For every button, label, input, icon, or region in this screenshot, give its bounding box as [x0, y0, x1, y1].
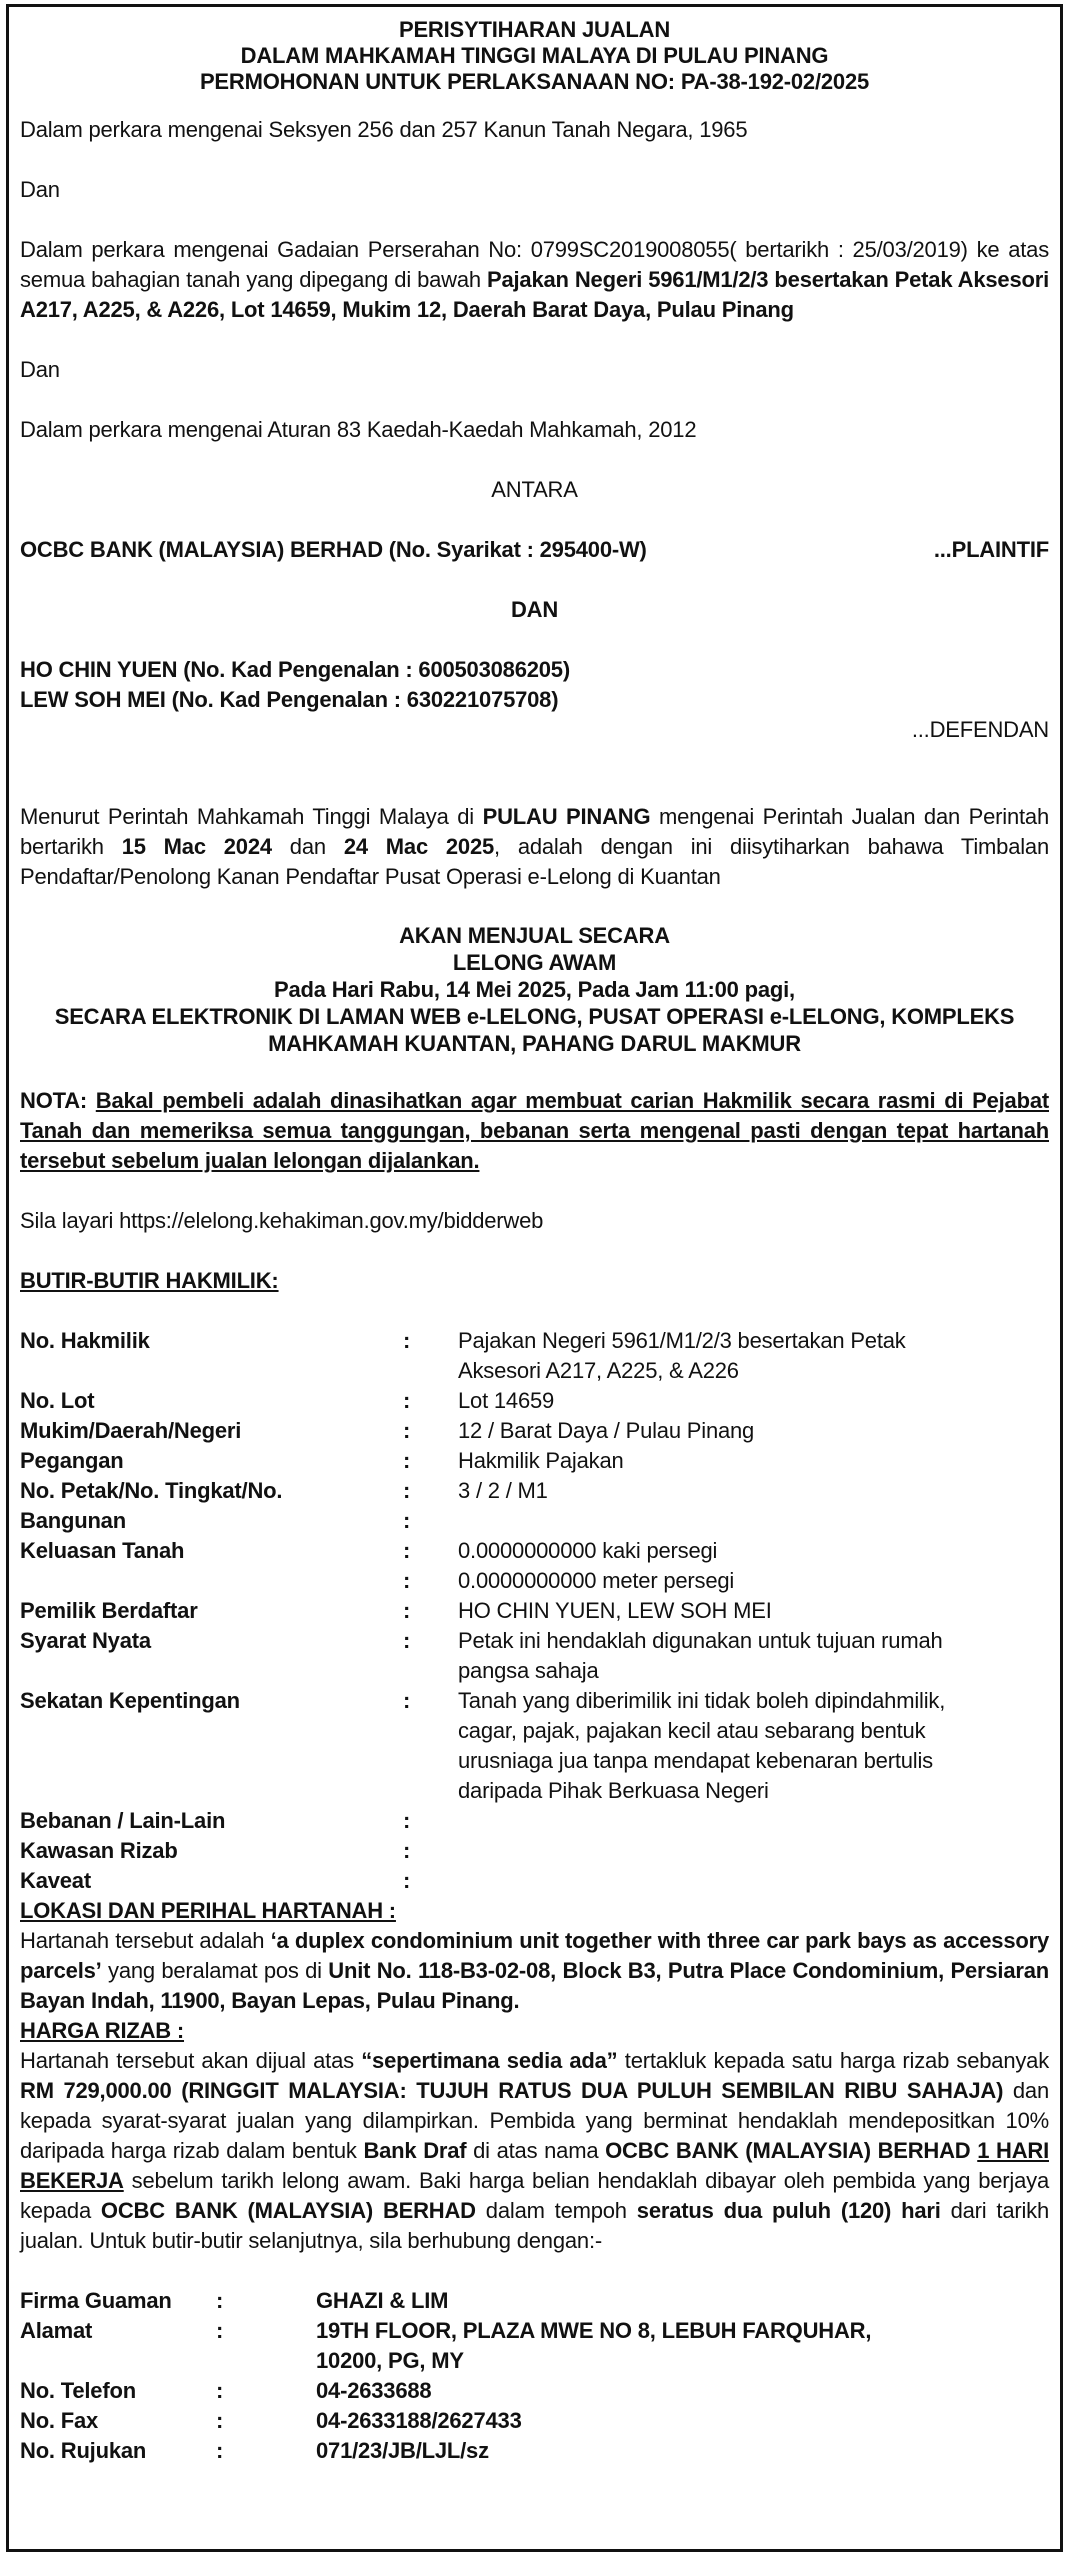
header-case-no: PERMOHONAN UNTUK PERLAKSANAAN NO: PA-38-192-02/2025	[199, 69, 870, 94]
prop-sep: :	[403, 1538, 411, 1563]
prop-value: 3 / 2 / M1	[458, 1478, 548, 1503]
order-location: PULAU PINANG	[482, 804, 651, 829]
prop-label: Keluasan Tanah	[20, 1538, 185, 1563]
notice-header	[20, 17, 1049, 95]
location-address: Unit No. 118-B3-02-08, Block B3, Putra Place Condominium, Persiaran Bayan Indah, 11900, Bayan Lepas, Pulau Pinang.	[20, 1958, 1049, 2013]
firm-address	[316, 2316, 1049, 2376]
prop-sep: :	[403, 1868, 411, 1893]
court-order	[20, 802, 1049, 892]
order-text-2: mengenai Perintah Jualan dan Perintah bertarikh	[20, 804, 1049, 859]
prop-value	[458, 1836, 1049, 1866]
prop-value-line: daripada Pihak Berkuasa Negeri	[458, 1778, 769, 1803]
price-text-4: di atas nama	[466, 2138, 606, 2163]
sale-venue-2: MAHKAMAH KUANTAN, PAHANG DARUL MAKMUR	[268, 1031, 801, 1056]
nota	[20, 1086, 1049, 1176]
firm-sep: :	[216, 2438, 224, 2463]
price-bank-name-2: OCBC BANK (MALAYSIA) BERHAD	[100, 2198, 476, 2223]
prop-value: HO CHIN YUEN, LEW SOH MEI	[458, 1598, 772, 1623]
prop-value-line: urusniaga jua tanpa mendapat kebenaran bertulis	[458, 1748, 933, 1773]
order-text-4: , adalah dengan ini diisytiharkan bahawa Timbalan Pendaftar/Penolong Kanan Pendaftar Pusat Operasi e-Lelong di Kuantan	[20, 834, 1049, 889]
prop-value	[458, 1326, 1049, 1386]
firm-label: No. Rujukan	[20, 2438, 147, 2463]
location-text-1: Hartanah tersebut adalah	[20, 1928, 271, 1953]
firm-phone: 04-2633688	[316, 2378, 432, 2403]
defendant-role: ...DEFENDAN	[911, 717, 1049, 742]
firm-reference: 071/23/JB/LJL/sz	[316, 2438, 489, 2463]
prop-value-line: Tanah yang diberimilik ini tidak boleh dipindahmilik,	[458, 1688, 946, 1713]
order-date-1: 15 Mac 2024	[121, 834, 272, 859]
location-text-2: yang beralamat pos di	[101, 1958, 329, 1983]
nota-label: NOTA:	[20, 1088, 96, 1113]
location-description: ‘a duplex condominium unit together with three car park bays as accessory parcels’	[20, 1928, 1049, 1983]
price-text-2: tertakluk kepada satu harga rizab sebanyak	[617, 2048, 1050, 2073]
matter-charge-title: Pajakan Negeri 5961/M1/2/3 besertakan Petak Aksesori A217, A225, & A226, Lot 14659, Mukim 12, Daerah Barat Daya, Pulau Pinang	[20, 267, 1049, 322]
order-date-2: 24 Mac 2025	[343, 834, 495, 859]
title-details-heading: BUTIR-BUTIR HAKMILIK:	[20, 1268, 279, 1293]
price-period: seratus dua puluh (120) hari	[636, 2198, 941, 2223]
price-bank-name: OCBC BANK (MALAYSIA) BERHAD	[605, 2138, 971, 2163]
prop-sep: :	[403, 1568, 411, 1593]
nota-text: Bakal pembeli adalah dinasihatkan agar membuat carian Hakmilik secara rasmi di Pejabat Tanah dan memeriksa semua tanggungan, bebanan serta mengenal pasti dengan tepat hartanah tersebut sebelum jualan lelongan dijalankan.	[20, 1088, 1049, 1173]
reserve-price-heading: HARGA RIZAB :	[20, 2018, 185, 2043]
prop-sep: :	[403, 1328, 411, 1353]
prop-sep: :	[403, 1448, 411, 1473]
prop-label: No. Lot	[20, 1388, 95, 1413]
prop-value: 0.0000000000 meter persegi	[458, 1568, 735, 1593]
sale-line-1: AKAN MENJUAL SECARA	[399, 923, 670, 948]
prop-value-line: Aksesori A217, A225, & A226	[458, 1358, 739, 1383]
price-text-6: sebelum tarikh lelong awam. Baki harga belian hendaklah dibayar oleh pembida yang berjaya kepada	[20, 2168, 1049, 2223]
prop-label: No. Hakmilik	[20, 1328, 150, 1353]
and-parties: DAN	[510, 597, 559, 622]
firm-fax: 04-2633188/2627433	[316, 2408, 522, 2433]
prop-label: Bebanan / Lain-Lain	[20, 1808, 226, 1833]
prop-value-line: Pajakan Negeri 5961/M1/2/3 besertakan Petak	[458, 1328, 906, 1353]
prop-label: Mukim/Daerah/Negeri	[20, 1418, 242, 1443]
sale-line-2: LELONG AWAM	[452, 950, 617, 975]
firm-label: No. Fax	[20, 2408, 99, 2433]
prop-value: 0.0000000000 kaki persegi	[458, 1538, 718, 1563]
price-text-7: dalam tempoh	[475, 2198, 637, 2223]
prop-value	[458, 1866, 1049, 1896]
header-court: DALAM MAHKAMAH TINGGI MALAYA DI PULAU PINANG	[240, 43, 829, 68]
firm-address-line: 10200, PG, MY	[316, 2348, 464, 2373]
prop-label: Kaveat	[20, 1868, 91, 1893]
order-text-1: Menurut Perintah Mahkamah Tinggi Malaya di	[20, 804, 483, 829]
plaintiff-name: OCBC BANK (MALAYSIA) BERHAD (No. Syarikat : 295400-W)	[20, 537, 647, 562]
prop-value-line: pangsa sahaja	[458, 1658, 599, 1683]
firm-sep: :	[216, 2378, 224, 2403]
between-label: ANTARA	[491, 477, 578, 502]
price-text-8: dari tarikh jualan. Untuk butir-butir selanjutnya, sila berhubung dengan:-	[20, 2198, 1049, 2253]
prop-sep: :	[403, 1838, 411, 1863]
firm-address-line: 19TH FLOOR, PLAZA MWE NO 8, LEBUH FARQUHAR,	[316, 2318, 872, 2343]
prop-value-line: cagar, pajak, pajakan kecil atau sebarang bentuk	[458, 1718, 926, 1743]
sale-notice	[6, 4, 1063, 2552]
prop-value	[458, 1626, 1049, 1686]
price-text-3: dan kepada syarat-syarat jualan yang dilampirkan. Pembida yang berminat hendaklah mendepositkan 10% daripada harga rizab dalam bentuk	[20, 2078, 1049, 2163]
prop-sep: :	[403, 1508, 411, 1533]
prop-label: Pemilik Berdaftar	[20, 1598, 198, 1623]
matter-rules: Dalam perkara mengenai Aturan 83 Kaedah-Kaedah Mahkamah, 2012	[20, 417, 697, 442]
prop-value	[458, 1686, 1049, 1806]
prop-sep: :	[403, 1598, 411, 1623]
plaintiff-role: ...PLAINTIF	[933, 537, 1049, 562]
and-2: Dan	[20, 357, 60, 382]
prop-value	[458, 1806, 1049, 1836]
sale-announcement	[20, 922, 1049, 1057]
sale-venue-1: SECARA ELEKTRONIK DI LAMAN WEB e-LELONG, PUSAT OPERASI e-LELONG, KOMPLEKS	[54, 1004, 1015, 1029]
defendant-1: HO CHIN YUEN (No. Kad Pengenalan : 600503086205)	[20, 657, 570, 682]
prop-label: Syarat Nyata	[20, 1628, 151, 1653]
prop-label	[20, 1566, 403, 1596]
prop-label: Kawasan Rizab	[20, 1838, 178, 1863]
prop-sep: :	[403, 1808, 411, 1833]
matter-charge	[20, 235, 1049, 325]
firm-name: GHAZI & LIM	[316, 2288, 449, 2313]
sale-date: Pada Hari Rabu, 14 Mei 2025, Pada Jam 11:00 pagi,	[274, 977, 795, 1002]
price-amount: RM 729,000.00 (RINGGIT MALAYSIA: TUJUH RATUS DUA PULUH SEMBILAN RIBU SAHAJA)	[20, 2078, 1004, 2103]
law-firm-details	[20, 2286, 1049, 2466]
prop-sep: :	[403, 1628, 411, 1653]
prop-sep: :	[403, 1418, 411, 1443]
location-heading: LOKASI DAN PERIHAL HARTANAH :	[20, 1898, 396, 1923]
prop-sep: :	[403, 1388, 411, 1413]
firm-sep: :	[216, 2318, 224, 2343]
prop-label: Sekatan Kepentingan	[20, 1688, 240, 1713]
order-text-3: dan	[271, 834, 344, 859]
price-text-1: Hartanah tersebut akan dijual atas	[20, 2048, 362, 2073]
price-bank-draft: Bank Draf	[363, 2138, 467, 2163]
prop-value: 12 / Barat Daya / Pulau Pinang	[458, 1418, 755, 1443]
location-text	[20, 1926, 1049, 2016]
defendant-2: LEW SOH MEI (No. Kad Pengenalan : 630221075708)	[20, 687, 559, 712]
prop-label: Pegangan	[20, 1448, 124, 1473]
firm-sep: :	[216, 2408, 224, 2433]
price-as-is: “sepertimana sedia ada”	[361, 2048, 618, 2073]
firm-sep: :	[216, 2288, 224, 2313]
firm-label: Alamat	[20, 2318, 93, 2343]
matter-land-code: Dalam perkara mengenai Seksyen 256 dan 257 Kanun Tanah Negara, 1965	[20, 117, 748, 142]
firm-label: No. Telefon	[20, 2378, 136, 2403]
header-title: PERISYTIHARAN JUALAN	[398, 17, 671, 42]
price-working-day: 1 HARI BEKERJA	[20, 2138, 1049, 2193]
prop-label: No. Petak/No. Tingkat/No.	[20, 1478, 283, 1503]
prop-sep: :	[403, 1478, 411, 1503]
prop-label: Bangunan	[20, 1508, 126, 1533]
prop-value-line: Petak ini hendaklah digunakan untuk tujuan rumah	[458, 1628, 943, 1653]
reserve-price-text	[20, 2046, 1049, 2256]
prop-value: Lot 14659	[458, 1388, 555, 1413]
prop-value	[458, 1506, 1049, 1536]
prop-value: Hakmilik Pajakan	[458, 1448, 624, 1473]
website-line: Sila layari https://elelong.kehakiman.gov.my/bidderweb	[20, 1208, 544, 1233]
and-1: Dan	[20, 177, 60, 202]
property-details	[20, 1326, 1049, 1896]
plaintiff-row	[20, 535, 1049, 565]
matter-charge-text: Dalam perkara mengenai Gadaian Perserahan No: 0799SC2019008055( bertarikh : 25/03/2019) ke atas semua bahagian tanah yang dipegang di bawah	[20, 237, 1049, 292]
prop-sep: :	[403, 1688, 411, 1713]
firm-label: Firma Guaman	[20, 2288, 172, 2313]
